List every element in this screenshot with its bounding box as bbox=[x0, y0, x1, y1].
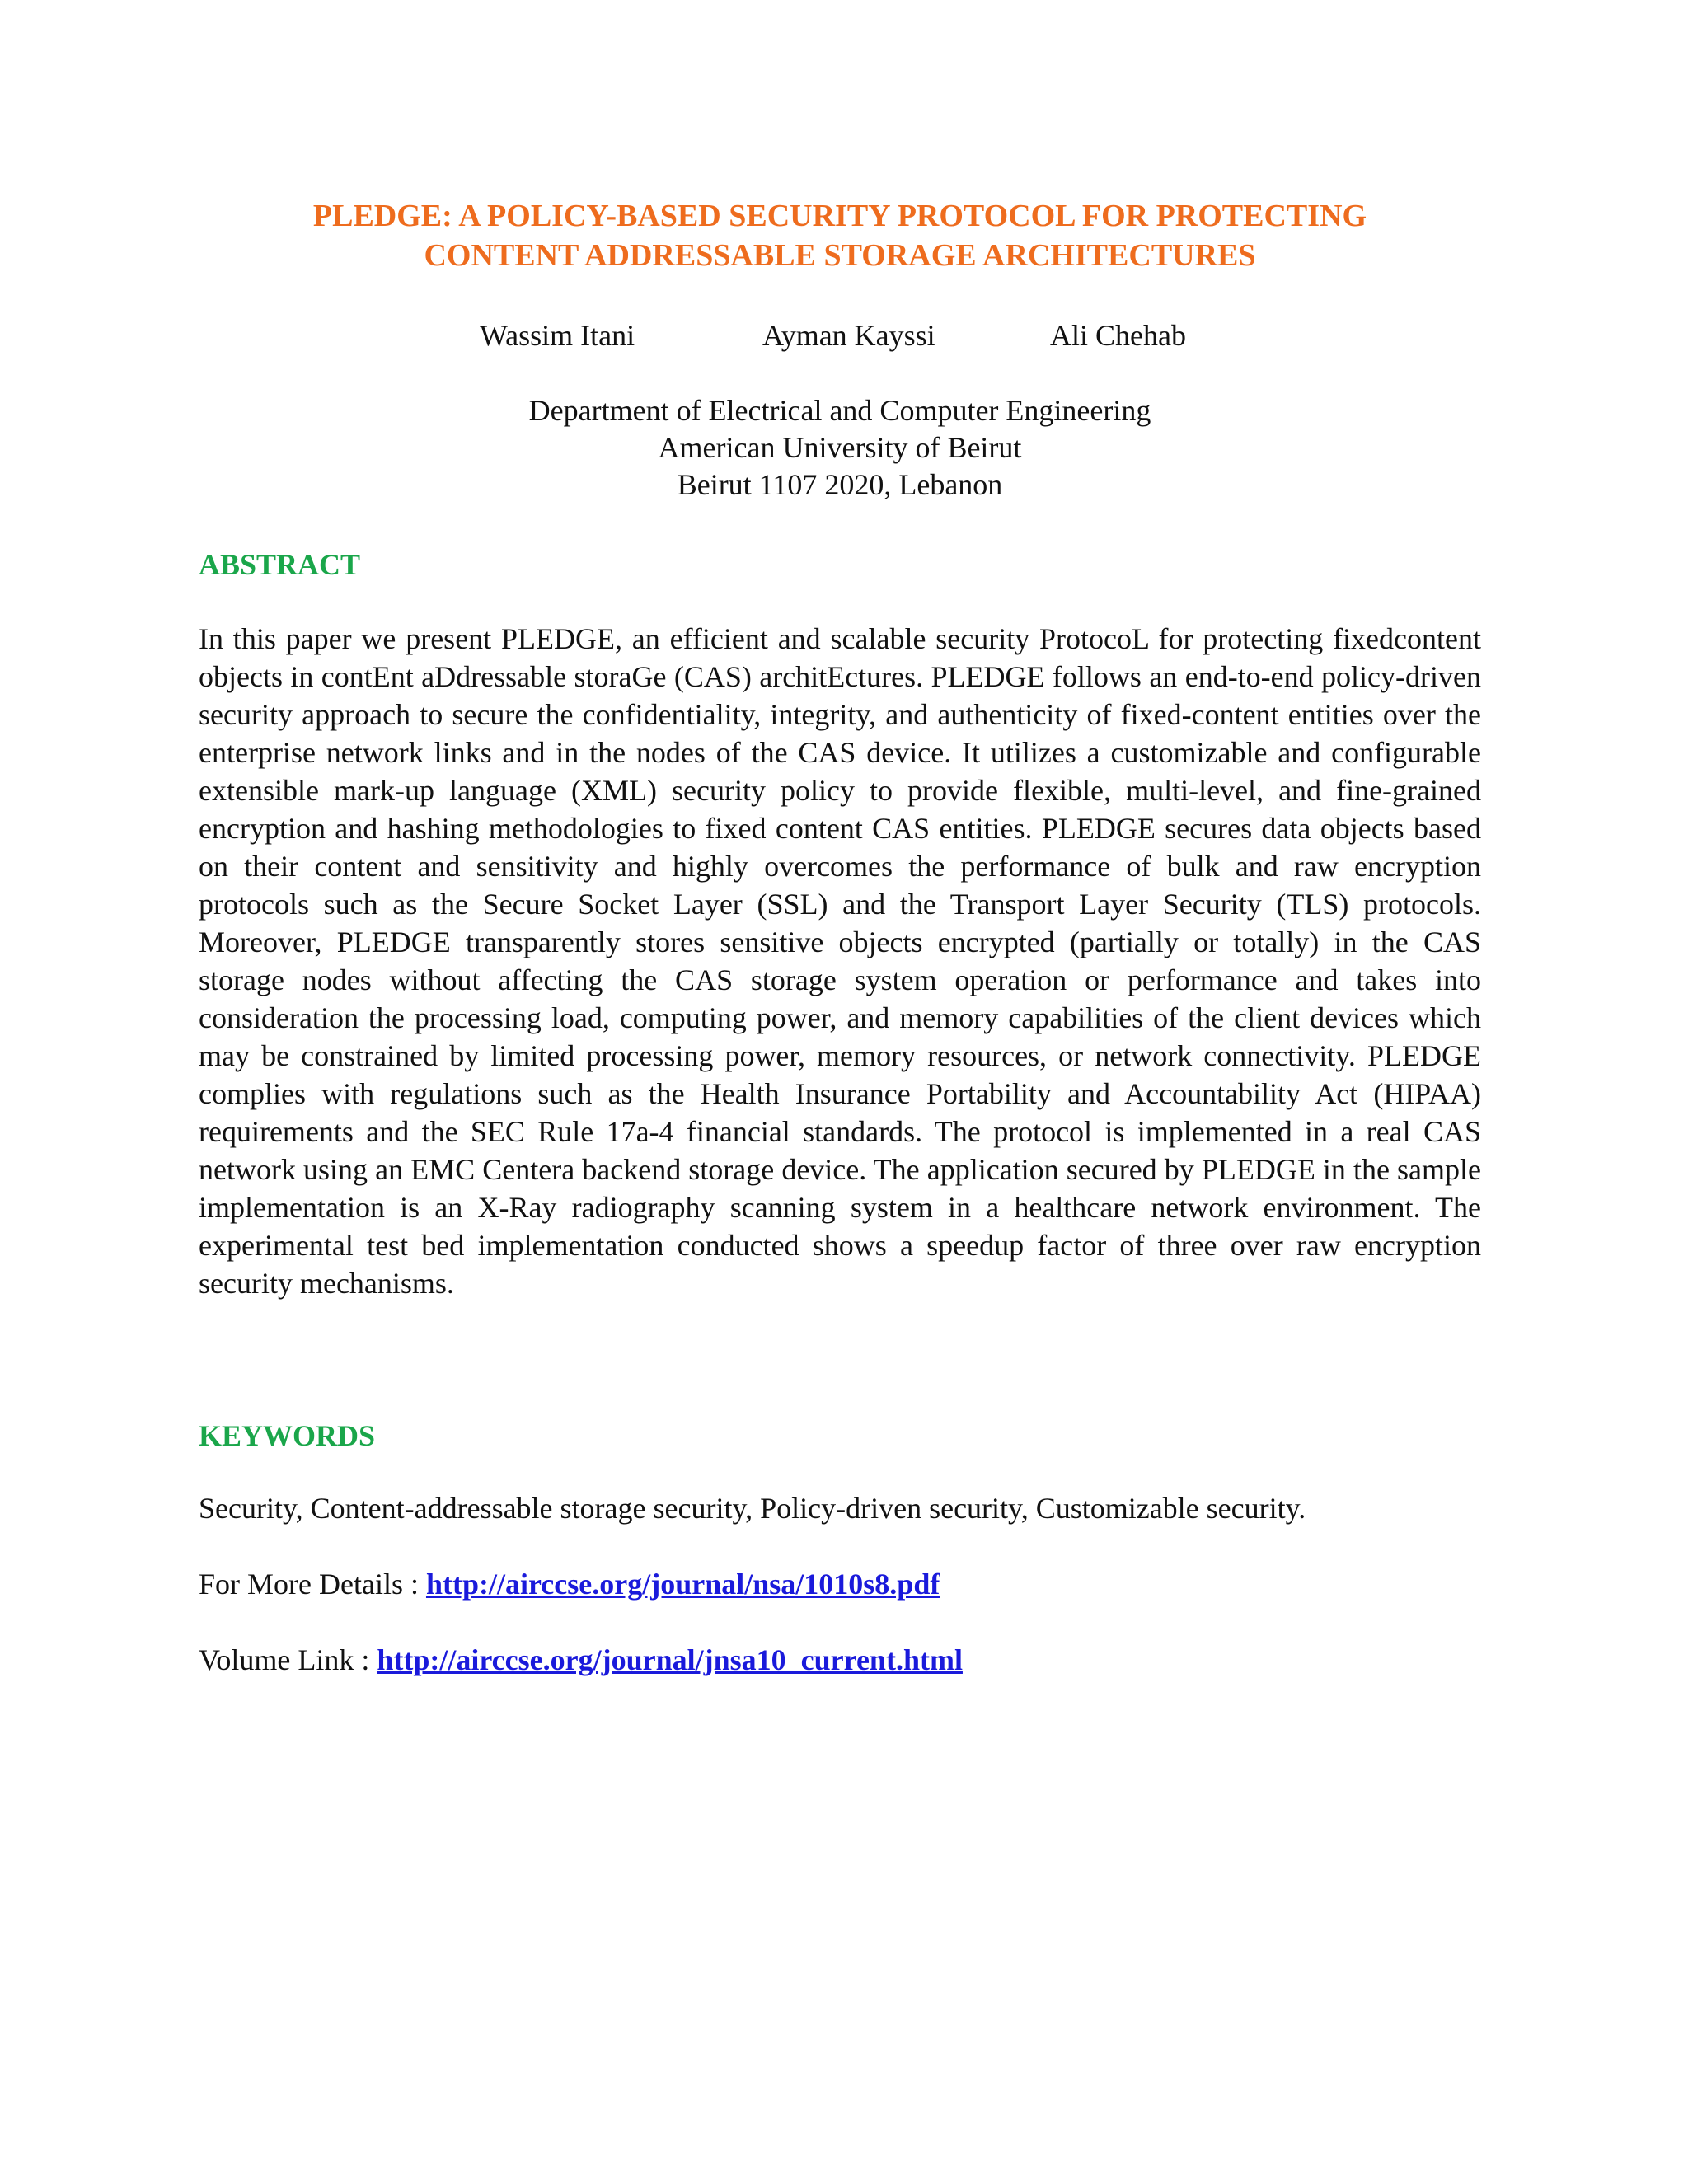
affiliation-university: American University of Beirut bbox=[658, 431, 1022, 464]
volume-link-label: Volume Link : bbox=[199, 1643, 377, 1676]
more-details-line bbox=[199, 1566, 940, 1602]
author-2: Ayman Kayssi bbox=[762, 319, 935, 352]
affiliation-address: Beirut 1107 2020, Lebanon bbox=[677, 468, 1003, 501]
more-details-label: For More Details : bbox=[199, 1568, 426, 1601]
paper-title-line-2: CONTENT ADDRESSABLE STORAGE ARCHITECTURES bbox=[424, 238, 1256, 273]
more-details-link[interactable]: http://airccse.org/journal/nsa/1010s8.pdf bbox=[425, 1568, 940, 1601]
affiliation-department: Department of Electrical and Computer Engineering bbox=[528, 394, 1151, 427]
volume-link-line bbox=[199, 1642, 963, 1678]
paper-title-line-1: PLEDGE: A POLICY-BASED SECURITY PROTOCOL FOR PROTECTING bbox=[312, 199, 1367, 233]
keywords-text: Security, Content-addressable storage security, Policy-driven security, Customizable security. bbox=[199, 1492, 1306, 1525]
keywords-heading: KEYWORDS bbox=[199, 1419, 376, 1452]
affiliation bbox=[199, 392, 1481, 504]
paper-title bbox=[199, 196, 1481, 275]
author-1: Wassim Itani bbox=[480, 319, 635, 352]
abstract-text: In this paper we present PLEDGE, an efficient and scalable security ProtocoL for protecting fixedcontent objects in contEnt aDdressable storaGe (CAS) architEctures. PLEDGE follows an end-to-end policy-driven security approach to secure the confidentiality, integrity, and authenticity of fixed-content entities over the enterprise network links and in the nodes of the CAS device. It utilizes a customizable and configurable extensible mark-up language (XML) security policy to provide flexible, multi-level, and fine-grained encryption and hashing methodologies to fixed content CAS entities. PLEDGE secures data objects based on their content and sensitivity and highly overcomes the performance of bulk and raw encryption protocols such as the Secure Socket Layer (SSL) and the Transport Layer Security (TLS) protocols. Moreover, PLEDGE transparently stores sensitive objects encrypted (partially or totally) in the CAS storage nodes without affecting the CAS storage system operation or performance and takes into consideration the processing load, computing power, and memory capabilities of the client devices which may be constrained by limited processing power, memory resources, or network connectivity. PLEDGE complies with regulations such as the Health Insurance Portability and Accountability Act (HIPAA) requirements and the SEC Rule 17a-4 financial standards. The protocol is implemented in a real CAS network using an EMC Centera backend storage device. The application secured by PLEDGE in the sample implementation is an X-Ray radiography scanning system in a healthcare network environment. The experimental test bed implementation conducted shows a speedup factor of three over raw encryption security mechanisms. bbox=[199, 622, 1481, 1300]
author-3: Ali Chehab bbox=[1050, 319, 1186, 352]
abstract-heading: ABSTRACT bbox=[199, 548, 361, 581]
volume-link[interactable]: http://airccse.org/journal/jnsa10_current.html bbox=[377, 1643, 963, 1676]
